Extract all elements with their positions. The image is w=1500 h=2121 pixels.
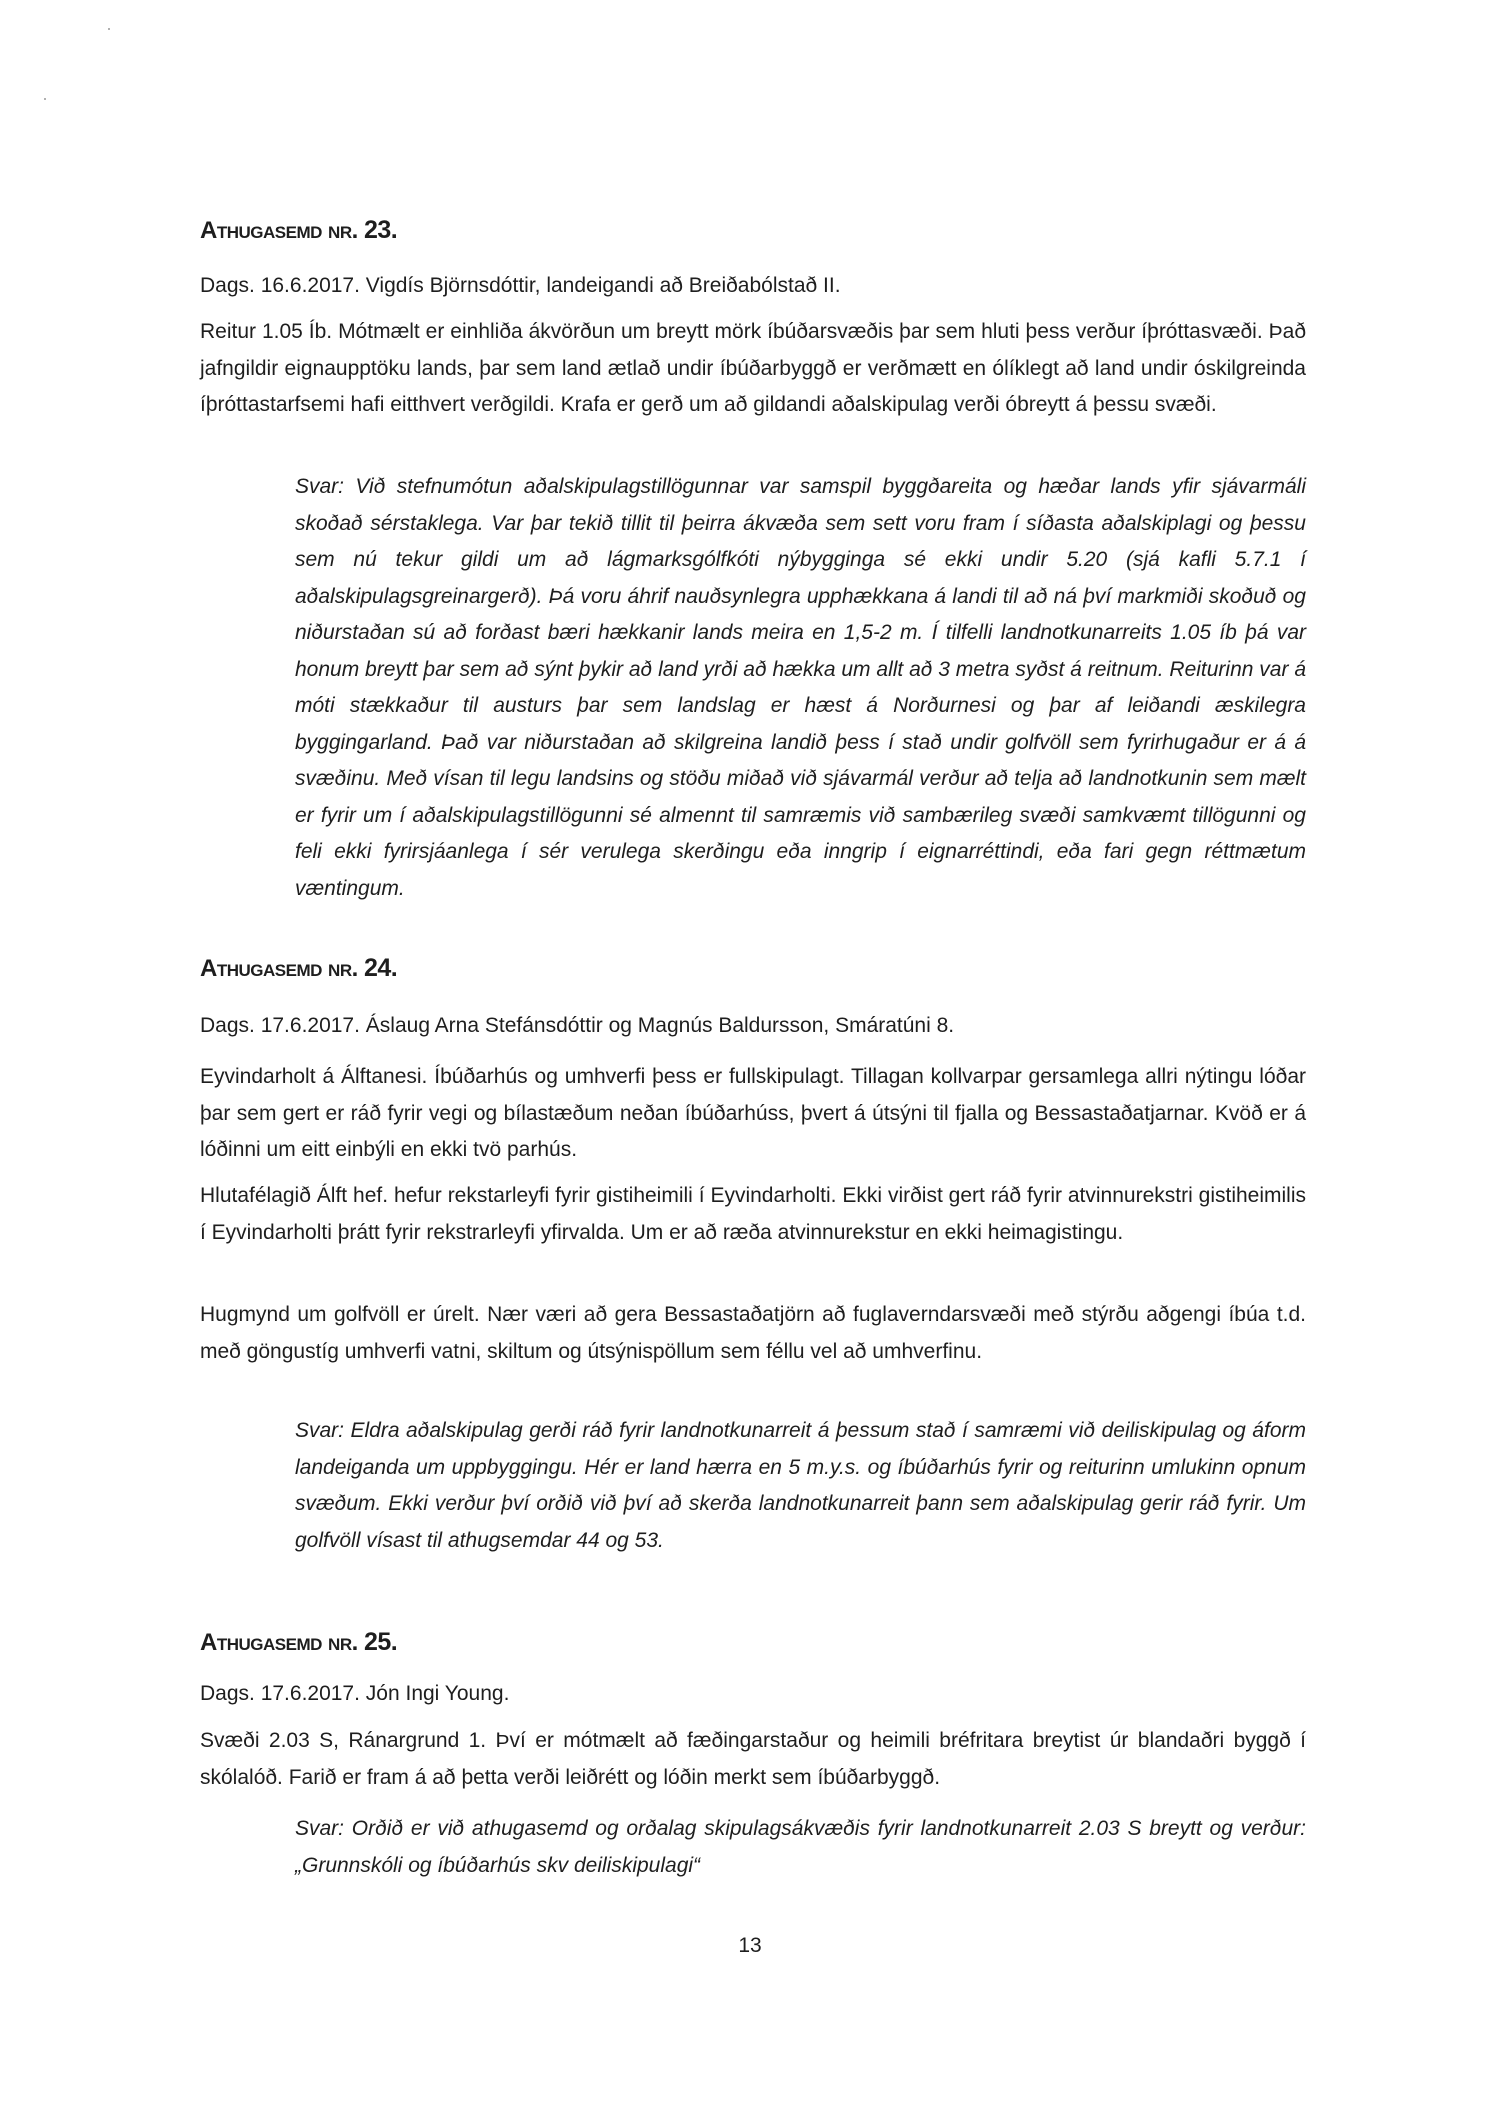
heading-label: Athugasemd nr. <box>200 217 358 244</box>
page-number: 13 <box>738 1934 762 1957</box>
heading-number: 24. <box>363 954 398 982</box>
scan-speck <box>108 28 110 30</box>
section-heading-23 <box>200 216 397 245</box>
comment-paragraph: Svæði 2.03 S, Ránargrund 1. Því er mótmælt að fæðingarstaður og heimili bréfritara breytist úr blandaðri byggð í skólalóð. Farið er fram á að þetta verði leiðrétt og lóðin merkt sem íbúðarbyggð. <box>200 1729 1306 1789</box>
comment-paragraph: Hlutafélagið Álft hef. hefur rekstarleyfi fyrir gistiheimili í Eyvindarholti. Ekki virðist gert ráð fyrir atvinnurekstri gistiheimilis í Eyvindarholti þrátt fyrir rekstrarleyfi yfirvalda. Um er að ræða atvinnurekstur en ekki heimagistingu. <box>200 1184 1306 1244</box>
scan-speck <box>44 98 46 100</box>
section-heading-25 <box>200 1628 397 1657</box>
answer-paragraph-23: Svar: Við stefnumótun aðalskipulagstillögunnar var samspil byggðareita og hæðar lands yfir sjávarmáli skoðað sérstaklega. Var þar tekið tillit til þeirra ákvæða sem sett voru fram í síðasta aðalskiplagi og þessu sem nú tekur gildi um að lágmarksgólfkóti nýbygginga sé ekki undir 5.20 (sjá kafli 5.7.1 í aðalskipulagsgreinargerð). Þá voru áhrif nauðsynlegra upphækkana á landi til að ná því markmiði skoðuð og niðurstaðan sú að forðast bæri hækkanir lands meira en 1,5-2 m. Í tilfelli landnotkunarreits 1.05 íb þá var honum breytt þar sem að sýnt þykir að land yrði að hækka um allt að 3 metra syðst á reitnum. Reiturinn var á móti stækkaður til austurs þar sem landslag er hæst á Norðurnesi og þar af leiðandi æskilegra byggingarland. Það var niðurstaðan að skilgreina landið þess í stað undir golfvöll sem fyrirhugaður er á á svæðinu. Með vísan til legu landsins og stöðu miðað við sjávarmál verður að telja að landnotkunin sem mælt er fyrir um í aðalskipulagstillögunni sé almennt til samræmis við sambærileg svæði samkvæmt tillögunni og feli ekki fyrirsjáanlega í sér verulega skerðingu eða inngrip í eignarréttindi, eða fari gegn réttmætum væntingum. <box>295 475 1306 900</box>
comment-paragraph: Eyvindarholt á Álftanesi. Íbúðarhús og umhverfi þess er fullskipulagt. Tillagan kollvarpar gersamlega allri nýtingu lóðar þar sem gert er ráð fyrir vegi og bílastæðum neðan íbúðarhúss, þvert á útsýni til fjalla og Bessastaðatjarnar. Kvöð er á lóðinni um eitt einbýli en ekki tvö parhús. <box>200 1065 1306 1161</box>
date-line-23: Dags. 16.6.2017. Vigdís Björnsdóttir, landeigandi að Breiðabólstað II. <box>200 274 841 297</box>
date-line-24: Dags. 17.6.2017. Áslaug Arna Stefánsdóttir og Magnús Baldursson, Smáratúni 8. <box>200 1014 955 1037</box>
heading-number: 23. <box>363 216 398 244</box>
date-line-25: Dags. 17.6.2017. Jón Ingi Young. <box>200 1682 510 1705</box>
comment-paragraph: Hugmynd um golfvöll er úrelt. Nær væri að gera Bessastaðatjörn að fuglaverndarsvæði með stýrðu aðgengi íbúa t.d. með göngustíg umhverfi vatni, skiltum og útsýnispöllum sem féllu vel að umhverfinu. <box>200 1303 1306 1363</box>
section-heading-24 <box>200 954 397 983</box>
heading-label: Athugasemd nr. <box>200 1629 358 1656</box>
comment-paragraph: Reitur 1.05 Íb. Mótmælt er einhliða ákvörðun um breytt mörk íbúðarsvæðis þar sem hluti þess verður íþróttasvæði. Það jafngildir eignaupptöku lands, þar sem land ætlað undir íbúðarbyggð er verðmætt en ólíklegt að land undir óskilgreinda íþróttastarfsemi hafi eitthvert verðgildi. Krafa er gerð um að gildandi aðalskipulag verði óbreytt á þessu svæði. <box>200 320 1306 416</box>
answer-paragraph-25: Svar: Orðið er við athugasemd og orðalag skipulagsákvæðis fyrir landnotkunarreit 2.03 S breytt og verður: „Grunnskóli og íbúðarhús skv deiliskipulagi“ <box>295 1817 1306 1877</box>
answer-paragraph-24: Svar: Eldra aðalskipulag gerði ráð fyrir landnotkunarreit á þessum stað í samræmi við deiliskipulag og áform landeiganda um uppbyggingu. Hér er land hærra en 5 m.y.s. og íbúðarhús fyrir og reiturinn umlukinn opnum svæðum. Ekki verður því orðið við því að skerða landnotkunarreit þann sem aðalskipulag gerir ráð fyrir. Um golfvöll vísast til athugsemdar 44 og 53. <box>295 1419 1306 1552</box>
heading-number: 25. <box>363 1628 398 1656</box>
heading-label: Athugasemd nr. <box>200 955 358 982</box>
